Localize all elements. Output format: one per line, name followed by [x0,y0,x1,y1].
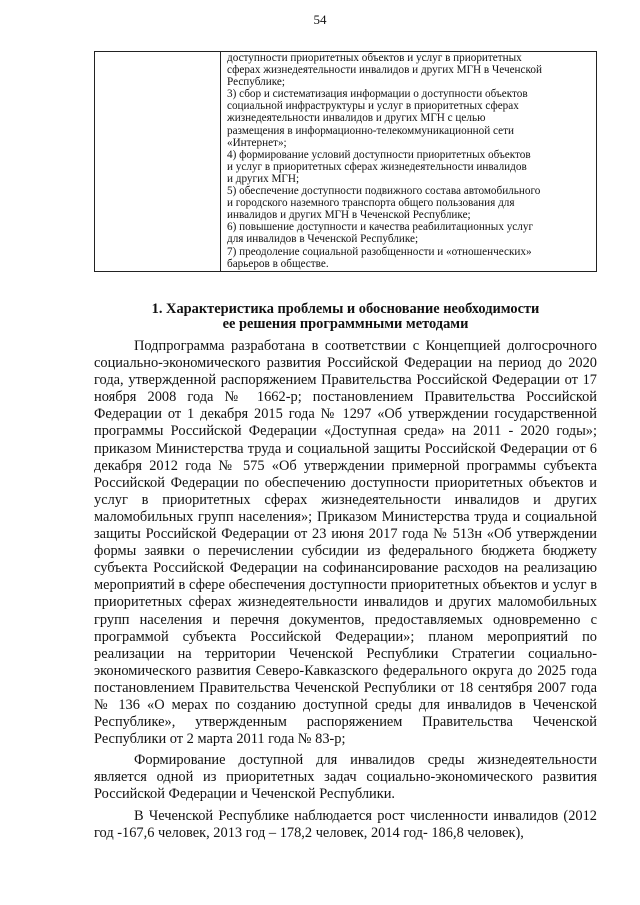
table-line: 4) формирование условий доступности приоритетных объектов [227,148,531,161]
page-number: 54 [313,12,327,27]
table-line: Республике; [227,76,285,89]
continuation-table [94,51,597,272]
section-heading [94,302,597,332]
paragraph: Подпрограмма разработана в соответствии с Концепцией долгосрочного социально-экономического развития Российской Федерации на период до 2020 года, утвержденной распоряжением Правительства Российской Федерации от 17 ноября 2008 года № 1662-р; постановлением Правительства Российской Федерации от 1 декабря 2015 года № 1297 «Об утверждении государственной программы Российской Федерации «Доступная среда» на 2011 - 2020 годы»; приказом Министерства труда и социальной защиты Российской Федерации от 6 декабря 2012 года № 575 «Об утверждении примерной программы субъекта Российской Федерации по обеспечению доступности приоритетных объектов и услуг в приоритетных сферах жизнедеятельности инвалидов и других маломобильных групп населения»; Приказом Министерства труда и социальной защиты Российской Федерации от 23 июня 2017 года № 513н «Об утверждении формы заявки о перечислении субсидии из федерального бюджета бюджету субъекта Российской Федерации на софинансирование расходов на реализацию мероприятий в сфере обеспечения доступности приоритетных объектов и услуг в приоритетных сферах жизнедеятельности инвалидов и других маломобильных групп населения и перечня документов, предоставляемых одновременно с программой субъекта Российской Федерации»; планом мероприятий по реализации на территории Чеченской Республики Стратегии социально-экономического развития Северо-Кавказского федерального округа до 2025 года постановлением Правительства Чеченской Республики от 18 сентября 2007 года № 136 «О мерах по созданию доступной среды для инвалидов в Чеченской Республике», утвержденным распоряжением Правительства Чеченской Республики от 2 марта 2011 года № 83-р; [94,338,597,748]
table-line: «Интернет»; [227,136,287,149]
table-line: 6) повышение доступности и качества реабилитационных услуг [227,221,534,234]
table-line: барьеров в обществе. [227,257,329,270]
table-line: инвалидов и других МГН в Чеченской Республике; [227,209,471,222]
table-line: и услуг в приоритетных сферах жизнедеятельности инвалидов [227,160,527,173]
table-line: сферах жизнедеятельности инвалидов и других МГН в Чеченской [227,64,542,77]
section-heading-line: ее решения программными методами [222,316,469,332]
table-left-cell [95,52,221,271]
paragraph: В Чеченской Республике наблюдается рост численности инвалидов (2012 год -167,6 человек, 2013 год – 178,2 человек, 2014 год- 186,8 человек), [94,807,597,841]
table-right-cell [221,52,596,271]
table-line: социальной инфраструктуры и услуг в приоритетных сферах [227,100,519,113]
table-line: 3) сбор и систематизация информации о доступности объектов [227,88,528,101]
table-line: размещения в информационно-телекоммуникационной сети [227,124,514,137]
table-line: доступности приоритетных объектов и услуг в приоритетных [227,52,522,64]
body-text [94,338,597,846]
table-line: и городского наземного транспорта общего пользования для [227,197,515,210]
table-line: и других МГН; [227,172,300,185]
paragraph: Формирование доступной для инвалидов среды жизнедеятельности является одной из приоритетных задач социально-экономического развития Российской Федерации и Чеченской Республики. [94,752,597,803]
section-heading-line: 1. Характеристика проблемы и обоснование необходимости [151,301,540,317]
table-line: жизнедеятельности инвалидов и других МГН с целью [227,112,486,125]
table-line: 7) преодоление социальной разобщенности и «отношенческих» [227,245,532,258]
table-line: 5) обеспечение доступности подвижного состава автомобильного [227,185,541,198]
table-line: для инвалидов в Чеченской Республике; [227,233,419,246]
